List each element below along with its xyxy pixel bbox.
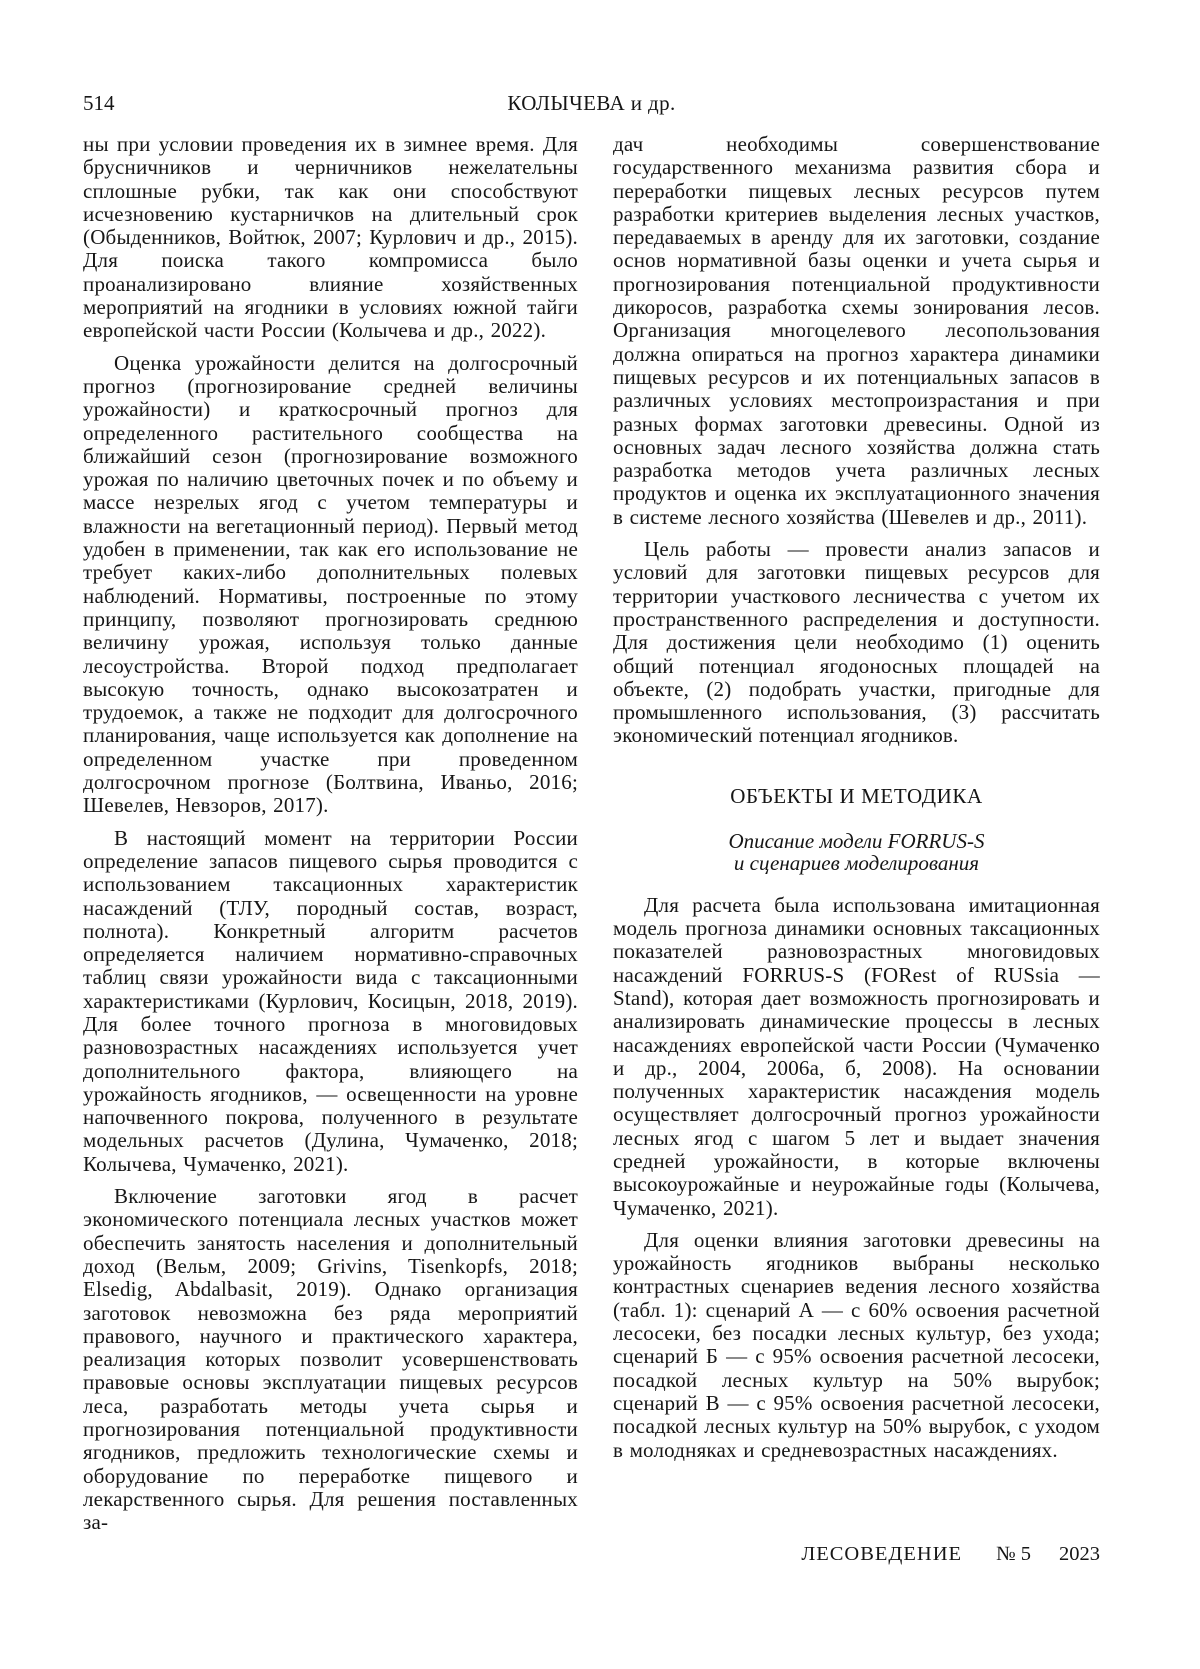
section-heading: ОБЪЕКТЫ И МЕТОДИКА bbox=[730, 783, 983, 808]
page-header bbox=[83, 91, 1100, 117]
footer-year: 2023 bbox=[1059, 1543, 1100, 1565]
paragraph: ны при условии проведения их в зимнее время. Для брусничников и черничников нежелательны сплошные рубки, так как они способствуют исчезновению кустарничков на длительный срок (Обыденников, Войтюк, 2007; Курлович и др., 2015). Для поиска такого компромисса было проанализировано влияние хозяйственных мероприятий на ягодники в условиях южной тайги европейской части России (Колычева и др., 2022). bbox=[83, 132, 578, 343]
paragraph: Цель работы — провести анализ запасов и условий для заготовки пищевых ресурсов для территории участкового лесничества с учетом их пространственного распределения и доступности. Для достижения цели необходимо (1) оценить общий потенциал ягодоносных площадей на объекте, (2) подобрать участки, пригодные для промышленного использования, (3) рассчитать экономический потенциал ягодников. bbox=[613, 537, 1100, 748]
subsection-heading-line: Описание модели FORRUS-S bbox=[728, 828, 985, 853]
paragraph: В настоящий момент на территории России определение запасов пищевого сырья проводится с использованием таксационных характеристик насаждений (ТЛУ, породный состав, возраст, полнота). Конкретный алгоритм расчетов определяется наличием нормативно-справочных таблиц связи урожайности вида с таксационными характеристиками (Курлович, Косицын, 2018, 2019). Для более точного прогноза в многовидовых разновозрастных насаждениях используется учет дополнительного фактора, влияющего на урожайность ягодников, — освещенности на уровне напочвенного покрова, полученного в результате модельных расчетов (Дулина, Чумаченко, 2018; Колычева, Чумаченко, 2021). bbox=[83, 825, 578, 1176]
subsection-heading-line: и сценариев моделирования bbox=[733, 850, 980, 875]
right-column bbox=[613, 133, 1100, 1535]
paragraph: Включение заготовки ягод в расчет экономического потенциала лесных участков может обеспечить занятость населения и дополнительный доход (Вельм, 2009; Grivins, Tisenkopfs, 2018; Elsedig, Abdalbasit, 2019). Однако организация заготовок невозможна без ряда мероприятий правового, научного и практического характера, реализация которых позволит усовершенствовать правовые основы эксплуатации пищевых ресурсов леса, разработать методы учета сырья и прогнозирования потенциальной продуктивности ягодников, предложить технологические схемы и оборудование по переработке пищевого и лекарственного сырья. Для решения поставленных за- bbox=[83, 1184, 578, 1535]
page-footer bbox=[801, 1542, 1100, 1566]
subsection-heading bbox=[613, 830, 1100, 874]
left-column bbox=[83, 133, 578, 1535]
footer-journal-name: ЛЕСОВЕДЕНИЕ bbox=[801, 1543, 963, 1565]
paragraph: Для оценки влияния заготовки древесины на урожайность ягодников выбраны несколько контрастных сценариев ведения лесного хозяйства (табл. 1): сценарий А — с 60% освоения расчетной лесосеки, без посадки лесных культур, без ухода; сценарий Б — с 95% освоения расчетной лесосеки, посадкой лесных культур на 50% вырубок; сценарий В — с 95% освоения расчетной лесосеки, посадкой лесных культур на 50% вырубок, с уходом в молодняках и средневозрастных насаждениях. bbox=[613, 1227, 1100, 1462]
page-number: 514 bbox=[83, 91, 115, 115]
paragraph: Для расчета была использована имитационная модель прогноза динамики основных таксационных показателей разновозрастных многовидовых насаждений FORRUS-S (FORest of RUSsia — Stand), которая дает возможность прогнозировать и анализировать динамические процессы в лесных насаждениях европейской части России (Чумаченко и др., 2004, 2006а, б, 2008). На основании полученных характеристик насаждения модель осуществляет долгосрочный прогноз урожайности лесных ягод с шагом 5 лет и выдает значения средней урожайности, в которые включены высокоурожайные и неурожайные годы (Колычева, Чумаченко, 2021). bbox=[613, 892, 1100, 1220]
paragraph: Оценка урожайности делится на долгосрочный прогноз (прогнозирование средней величины урожайности) и краткосрочный прогноз для определенного растительного сообщества на ближайший сезон (прогнозирование возможного урожая по наличию цветочных почек и по объему и массе незрелых ягод с учетом температуры и влажности на вегетационный период). Первый метод удобен в применении, так как его использование не требует каких-либо дополнительных полевых наблюдений. Нормативы, построенные по этому принципу, позволяют прогнозировать среднюю величину урожая, используя только данные лесоустройства. Второй подход предполагает высокую точность, однако высокозатратен и трудоемок, а также не подходит для долгосрочного планирования, чаще используется как дополнение на определенном участке при проведенном долгосрочном прогнозе (Болтвина, Иваньо, 2016; Шевелев, Невзоров, 2017). bbox=[83, 350, 578, 818]
footer-issue-number: № 5 bbox=[996, 1543, 1031, 1565]
paragraph: дач необходимы совершенствование государственного механизма развития сбора и переработки пищевых лесных ресурсов путем разработки критериев выделения лесных участков, передаваемых в аренду для их заготовки, создание основ нормативной базы оценки и учета сырья и прогнозирования потенциальной продуктивности дикоросов, разработка схемы зонирования лесов. Организация многоцелевого лесопользования должна опираться на прогноз характера динамики пищевых ресурсов и их потенциальных запасов в различных условиях местопроизрастания и при разных формах заготовки древесины. Одной из основных задач лесного хозяйства должна стать разработка методов учета различных лесных продуктов и оценка их эксплуатационного значения в системе лесного хозяйства (Шевелев и др., 2011). bbox=[613, 132, 1100, 529]
text-columns bbox=[83, 133, 1100, 1535]
running-title: КОЛЫЧЕВА и др. bbox=[507, 91, 676, 115]
